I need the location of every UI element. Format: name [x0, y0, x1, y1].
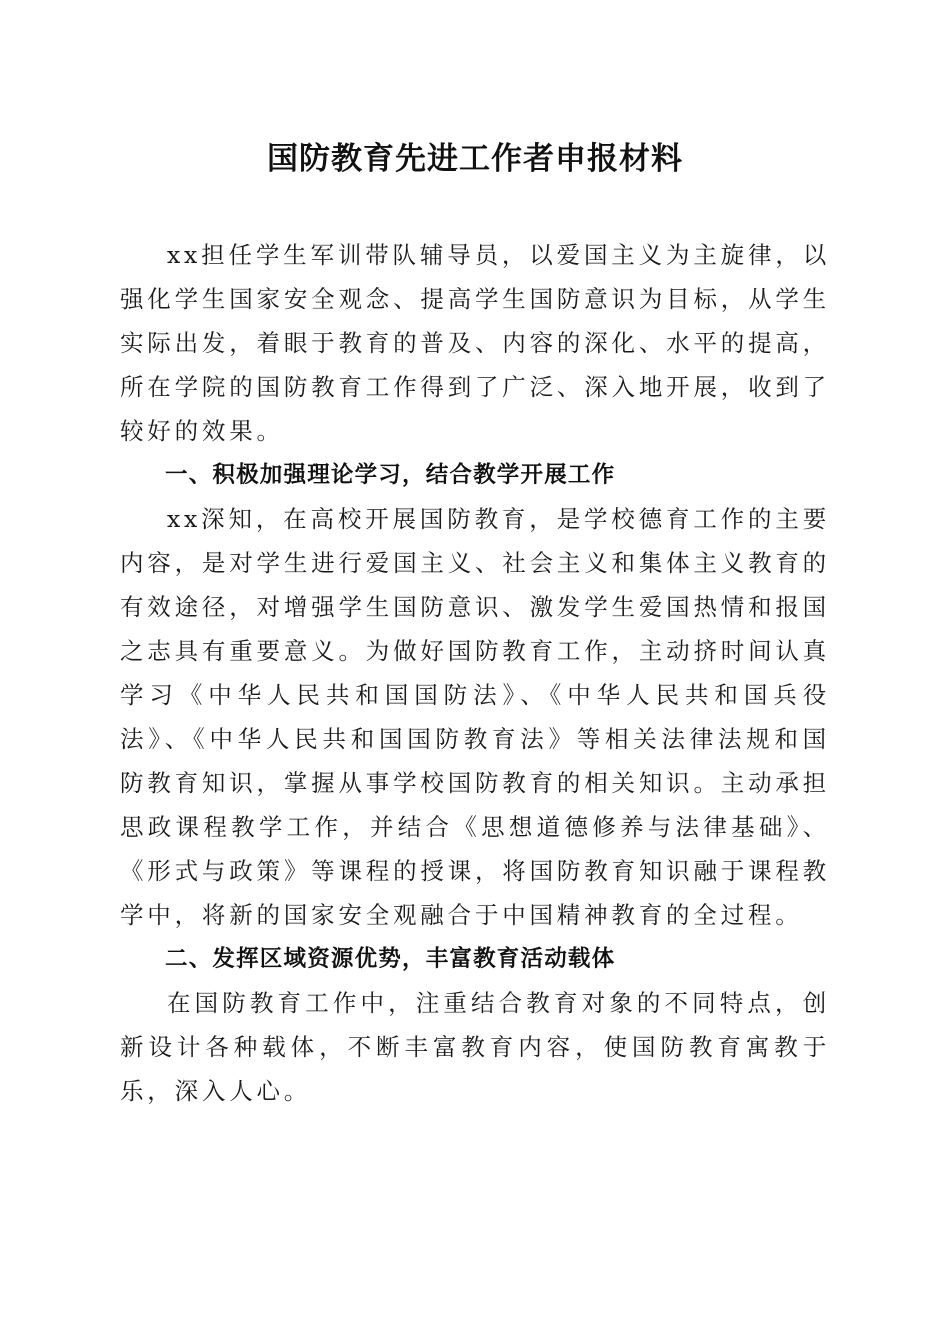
intro-paragraph: xx担任学生军训带队辅导员，以爱国主义为主旋律，以强化学生国家安全观念、提高学生国防意识为目标，从学生实际出发，着眼于教育的普及、内容的深化、水平的提高，所在学院的国防教育工作得到了广泛、深入地开展，收到了较好的效果。: [120, 241, 830, 445]
section-2-paragraph: 在国防教育工作中，注重结合教育对象的不同特点，创新设计各种载体，不断丰富教育内容，使国防教育寓教于乐，深入人心。: [120, 989, 830, 1105]
section-heading-2: 二、发挥区域资源优势，丰富教育活动载体: [165, 946, 616, 972]
document-title: 国防教育先进工作者申报材料: [267, 141, 683, 177]
document-body: [120, 233, 830, 1113]
section-1-paragraph: xx深知，在高校开展国防教育，是学校德育工作的主要内容，是对学生进行爱国主义、社会主义和集体主义教育的有效途径，对增强学生国防意识、激发学生爱国热情和报国之志具有重要意义。为做好国防教育工作，主动挤时间认真学习《中华人民共和国国防法》、《中华人民共和国兵役法》、《中华人民共和国国防教育法》等相关法律法规和国防教育知识，掌握从事学校国防教育的相关知识。主动承担思政课程教学工作，并结合《思想道德修养与法律基础》、《形式与政策》等课程的授课，将国防教育知识融于课程教学中，将新的国家安全观融合于中国精神教育的全过程。: [120, 505, 830, 929]
section-heading-1: 一、积极加强理论学习，结合教学开展工作: [165, 462, 616, 488]
